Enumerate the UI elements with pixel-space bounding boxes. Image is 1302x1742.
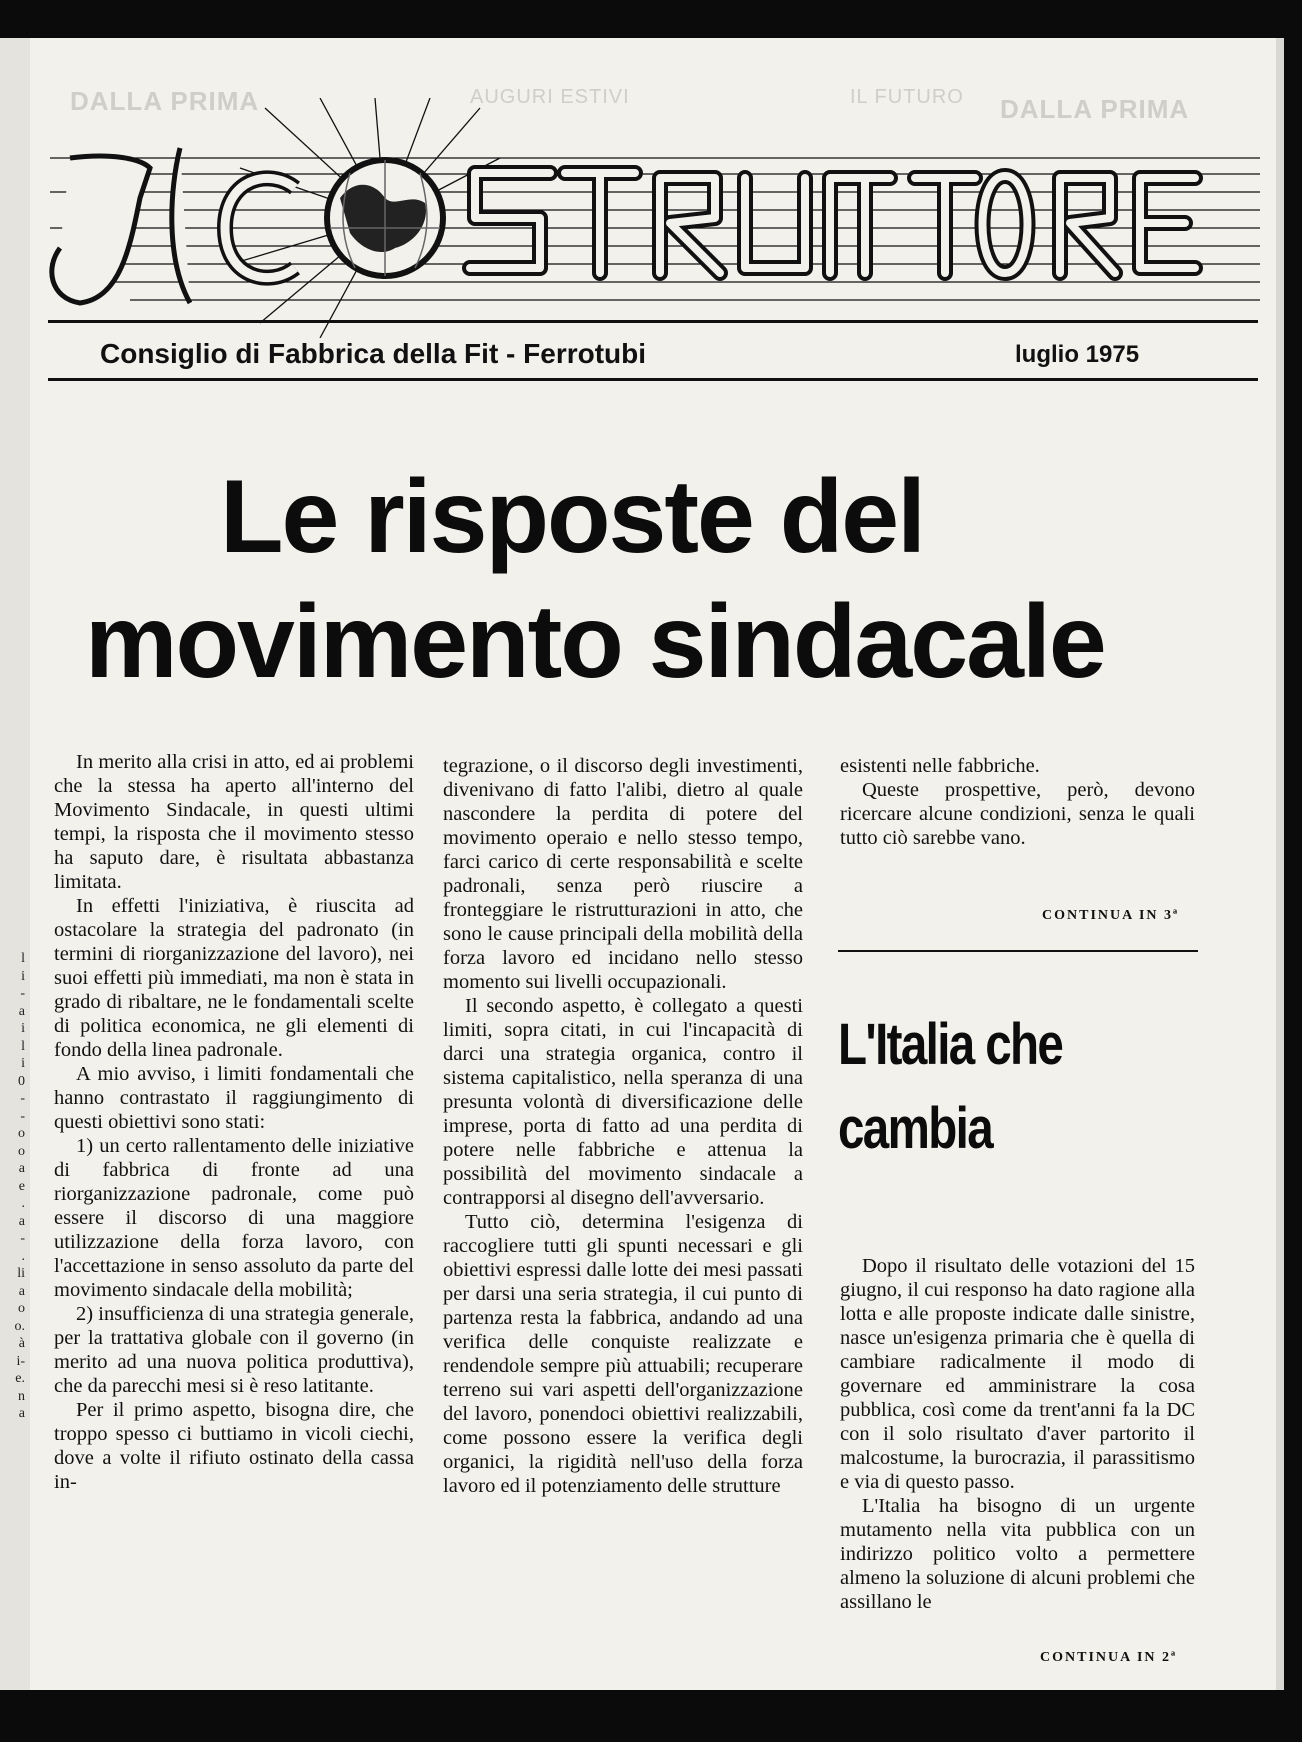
edge-letter: e — [18, 1178, 25, 1194]
edge-letter: o — [18, 1143, 25, 1159]
edge-letter: a — [18, 1213, 25, 1229]
paragraph: 1) un certo rallentamento delle iniziative di fabbrica di fronte ad una riorganizzazione padronale, come può essere il discorso di una maggiore utilizzazione della forza lavoro, con l'accettazione in senso assoluto da parte del movimento sindacale della mobilità; — [54, 1135, 414, 1301]
article-column-2 — [443, 754, 803, 1498]
edge-letter: o — [18, 1301, 25, 1316]
edge-letter: l — [21, 1038, 25, 1054]
edge-letter: i- — [16, 1353, 25, 1369]
edge-letter: 0 — [18, 1073, 25, 1089]
edge-letter: - — [20, 986, 25, 1001]
paragraph: Queste prospettive, però, devono ricercare alcune condizioni, senza le quali tutto ciò sarebbe vano. — [840, 779, 1195, 849]
edge-letter: i — [21, 968, 25, 984]
section-divider — [838, 950, 1198, 952]
edge-letter: - — [20, 1091, 25, 1106]
adjacent-page-letters — [3, 950, 25, 1423]
article-2-title — [838, 1003, 1062, 1171]
edge-letter: à — [18, 1336, 25, 1351]
continua-link-article-1: CONTINUA IN 3ª — [1042, 908, 1180, 923]
ghost-header-middle: AUGURI ESTIVI — [470, 86, 630, 108]
paragraph: Per il primo aspetto, bisogna dire, che troppo spesso ci buttiamo in vicoli ciechi, dove a volte il rifiuto ostinato della cassa in- — [54, 1399, 414, 1493]
paragraph: Tutto ciò, determina l'esigenza di raccogliere tutti gli spunti necessari e gli obiettivi espressi dalle lotte dei mesi passati per darsi una seria strategia, il cui punto di partenza resta la fabbrica, andando ad una verifica delle conquiste realizzate e rendendole sempre più attuabili; recuperare terreno sui vari aspetti dell'organizzazione del lavoro, ponendoci obiettivi realizzabili, come possono essere la verifica degli organici, la rigidità nell'uso della forza lavoro ed il potenziamento delle strutture — [443, 1211, 803, 1497]
paragraph: 2) insufficienza di una strategia generale, per la trattativa globale con il governo (in merito ad una nuova politica produttiva), che da parecchi mesi si è reso latitante. — [54, 1303, 414, 1397]
paragraph: tegrazione, o il discorso degli investimenti, divenivano di fatto l'alibi, dietro al quale nascondere la perdita di potere del movimento operaio e nello stesso tempo, farci carico di certe responsabilità e scelte padronali, senza però riuscire a fronteggiare le ristrutturazioni in atto, che sono le cause principali della mobilità della forza lavoro ed incidano nello stesso momento sui livelli occupazionali. — [443, 755, 803, 993]
edge-letter: . — [21, 1248, 25, 1264]
paragraph: Il secondo aspetto, è collegato a questi limiti, sopra citati, in cui l'incapacità di darci una strategia organica, contro il sistema capitalistico, nella speranza di una presunta volontà di diversificazione delle imprese, porta di fatto ad una perdita di potere nelle fabbriche e attenua la possibilità del movimento sindacale a contrapporsi al disegno dell'avversario. — [443, 995, 803, 1209]
article-column-1 — [54, 750, 414, 1494]
edge-letter: e. — [15, 1371, 25, 1386]
paragraph: In effetti l'iniziativa, è riuscita ad ostacolare la strategia del padronato (in termini di riorganizzazione del lavoro), nei suoi effetti più immediati, ma non è stata in grado di ribaltare, ne le fondamentali scelte di politica economica, ne gli elementi di fondo della linea padronale. — [54, 895, 414, 1061]
ghost-header-far-right: DALLA PRIMA — [1000, 94, 1190, 124]
ghost-header-right: IL FUTURO — [850, 86, 964, 108]
article-2-title-line-1: L'Italia che — [838, 1012, 1063, 1077]
paragraph: esistenti nelle fabbriche. — [840, 755, 1040, 777]
masthead-subtitle: Consiglio di Fabbrica della Fit - Ferrotubi — [100, 338, 647, 369]
edge-letter: o. — [14, 1318, 25, 1334]
masthead-logo — [30, 98, 1276, 338]
paragraph: L'Italia ha bisogno di un urgente mutamento nella vita pubblica con un indirizzo politico volto a permettere almeno la soluzione di alcuni problemi che assillano le — [840, 1495, 1195, 1613]
edge-letter: a — [18, 1406, 25, 1421]
paragraph: Dopo il risultato delle votazioni del 15 giugno, il cui responso ha dato ragione alla lotta e alle proposte indicate dalle sinistre, nasce un'esigenza primaria che è quella di cambiare radicalmente il modo di governare ed amministrare la cosa pubblica, così come da trent'anni fa la DC con il solo risultato d'aver partorito il malcostume, la burocrazia, il parassitismo e via di questo passo. — [840, 1255, 1195, 1493]
edge-letter: a — [18, 1161, 25, 1176]
right-page-edge — [1276, 38, 1284, 1690]
ghost-header-left: DALLA PRIMA — [70, 86, 260, 116]
edge-letter: l — [21, 951, 25, 966]
edge-letter: a — [18, 1283, 25, 1299]
newspaper-page — [30, 38, 1276, 1690]
edge-letter: a — [18, 1003, 25, 1019]
article-2-title-line-2: cambia — [838, 1096, 993, 1161]
masthead-top-rule — [48, 320, 1258, 323]
edge-letter: o — [18, 1126, 25, 1141]
paragraph: In merito alla crisi in atto, ed ai problemi che la stessa ha aperto all'interno del Movimento Sindacale, in questi ultimi tempi, la risposta che il movimento stesso ha saputo dare, è risultata abbastanza limitata. — [54, 751, 414, 893]
article-2-body — [840, 1254, 1195, 1614]
masthead-bottom-rule — [48, 378, 1258, 381]
masthead — [30, 98, 1276, 338]
edge-letter: i — [21, 1021, 25, 1036]
headline-line-2: movimento sindacale — [85, 584, 1105, 700]
headline-line-1: Le risposte del — [220, 459, 924, 575]
article-column-3 — [840, 754, 1195, 850]
edge-letter: i — [21, 1056, 25, 1071]
edge-letter: n — [18, 1388, 25, 1404]
edge-letter: - — [20, 1231, 25, 1246]
paragraph: A mio avviso, i limiti fondamentali che hanno contrastato il raggiungimento di questi obiettivi sono stati: — [54, 1063, 414, 1133]
edge-letter: li — [17, 1266, 25, 1281]
continua-link-article-2: CONTINUA IN 2ª — [1040, 1650, 1178, 1665]
left-page-edge — [0, 38, 30, 1690]
edge-letter: . — [21, 1196, 25, 1211]
issue-date: luglio 1975 — [1015, 341, 1140, 368]
edge-letter: - — [20, 1108, 25, 1124]
